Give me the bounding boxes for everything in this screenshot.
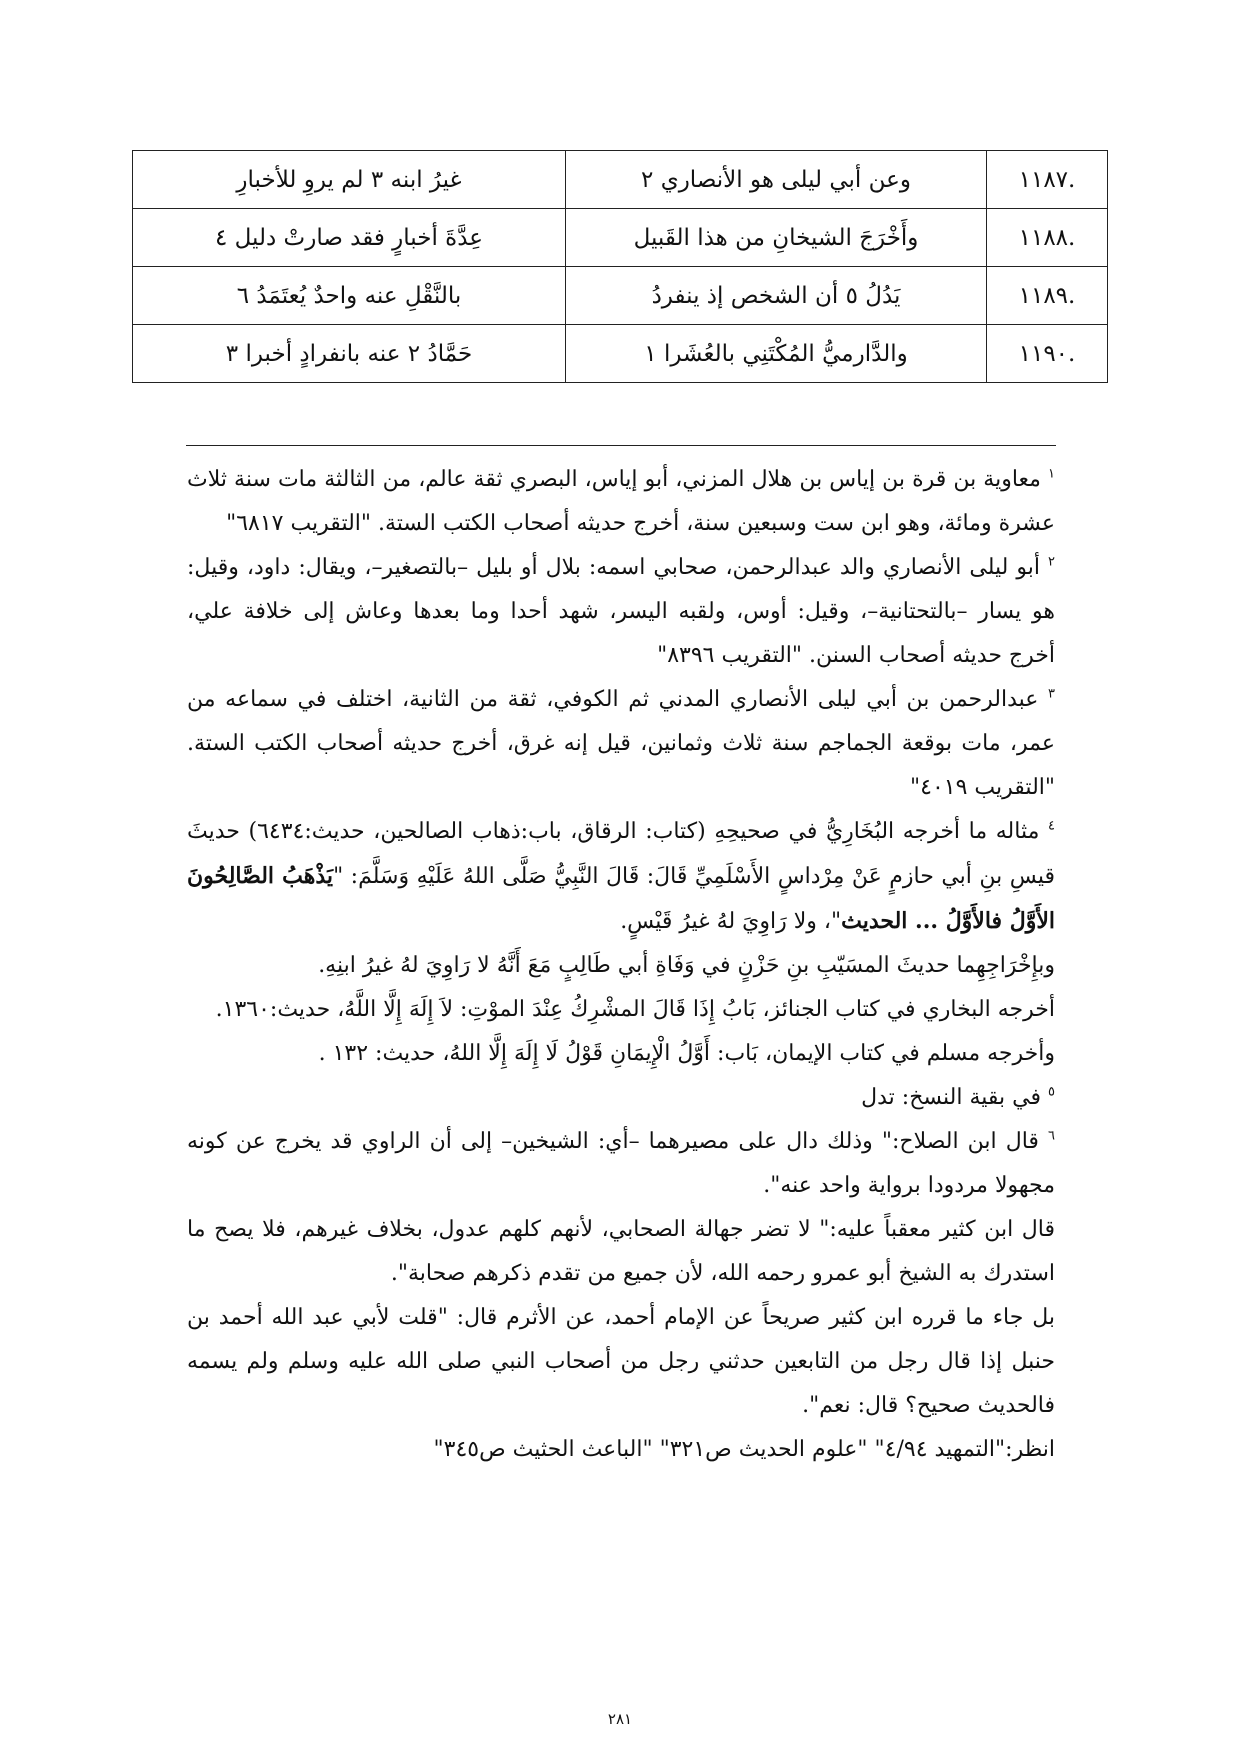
footnote-3 <box>187 678 1055 810</box>
footnote-4-continuation: وبإِخْرَاجِهِما حديثَ المسَيّبِ بنِ حَزْنٍ في وَفَاةِ أبي طَالِبٍ مَعَ أَنَّهُ لا رَاوِيَ لهُ غيرُ ابنِهِ. <box>318 953 1055 978</box>
verse-number: .١١٨٩ <box>987 267 1108 325</box>
footnote-1 <box>187 458 1055 546</box>
verse-number: .١١٩٠ <box>987 325 1108 383</box>
footnote-marker: ٤ <box>1048 818 1055 834</box>
footnote-text: قال ابن الصلاح:" وذلك دال على مصيرهما –أي: الشيخين– إلى أن الراوي قد يخرج عن كونه مجهولا مردودا برواية واحد عنه". <box>187 1129 1055 1198</box>
verse-second-hemistich: حَمَّادُ ٢ عنه بانفرادٍ أخبرا ٣ <box>133 325 566 383</box>
footnote-4 <box>187 810 1055 944</box>
footnote-5 <box>187 1076 1055 1120</box>
footnote-6 <box>187 1120 1055 1208</box>
verse-first-hemistich: وعن أبي ليلى هو الأنصاري ٢ <box>566 151 987 209</box>
verse-row <box>133 151 1108 209</box>
verse-row <box>133 209 1108 267</box>
verse-first-hemistich: وأَخْرَجَ الشيخانِ من هذا القَبيل <box>566 209 987 267</box>
footnote-6-continuation: بل جاء ما قرره ابن كثير صريحاً عن الإمام أحمد، عن الأثرم قال: "قلت لأبي عبد الله أحمد بن حنبل إذا قال رجل من التابعين حدثني رجل من أصحاب النبي صلى الله عليه وسلم ولم يسمه فالحديث صحيح؟ قال: نعم". <box>187 1305 1055 1418</box>
footnote-text: "، ولا رَاوِيَ لهُ غيرُ قَيْسٍ. <box>620 909 842 934</box>
footnote-6-references: انظر:"التمهيد ٤/٩٤" "علوم الحديث ص٣٢١" "الباعث الحثيث ص٣٤٥" <box>433 1437 1055 1462</box>
footnote-marker: ١ <box>1048 466 1055 482</box>
footnote-marker: ٦ <box>1048 1128 1055 1144</box>
footnote-text: أبو ليلى الأنصاري والد عبدالرحمن، صحابي اسمه: بلال أو بليل –بالتصغير–، ويقال: داود، وقيل: هو يسار –بالتحتانية–، وقيل: أوس، ولقبه اليسر، شهد أحدا وما بعدها وعاش إلى خلافة علي، أخرج حديثه أصحاب السنن. "التقريب ٨٣٩٦" <box>187 555 1055 668</box>
footnote-text: عبدالرحمن بن أبي ليلى الأنصاري المدني ثم الكوفي، ثقة من الثانية، اختلف في سماعه من عمر، مات بوقعة الجماجم سنة ثلاث وثمانين، قيل إنه غرق، أخرج حديثه أصحاب الكتب الستة. "التقريب ٤٠١٩" <box>187 687 1055 800</box>
verse-row <box>133 267 1108 325</box>
footnote-text: في بقية النسخ: تدل <box>861 1085 1042 1110</box>
footnote-marker: ٢ <box>1048 554 1055 570</box>
verse-second-hemistich: بالنَّقْلِ عنه واحدٌ يُعتَمَدُ ٦ <box>133 267 566 325</box>
verse-number: .١١٨٨ <box>987 209 1108 267</box>
page-number: ٢٨١ <box>607 1710 633 1728</box>
verse-second-hemistich: غيرُ ابنه ٣ لم يروِ للأخبارِ <box>133 151 566 209</box>
footnote-2 <box>187 546 1055 678</box>
footnote-6-continuation: قال ابن كثير معقباً عليه:" لا تضر جهالة الصحابي، لأنهم كلهم عدول، بخلاف غيرهم، فلا يصح ما استدرك به الشيخ أبو عمرو رحمه الله، لأن جميع من تقدم ذكرهم صحابة". <box>187 1217 1055 1286</box>
verse-row <box>133 325 1108 383</box>
footnote-4-continuation: وأخرجه مسلم في كتاب الإيمان، بَاب: أَوَّلُ الْإِيمَانِ قَوْلُ لَا إِلَهَ إِلَّا اللهُ، حديث: ١٣٢ . <box>318 1041 1055 1066</box>
footnote-separator <box>186 445 1056 446</box>
footnote-marker: ٥ <box>1048 1084 1055 1100</box>
footnote-text: معاوية بن قرة بن إياس بن هلال المزني، أبو إياس، البصري ثقة عالم، من الثالثة مات سنة ثلاث عشرة ومائة، وهو ابن ست وسبعين سنة، أخرج حديثه أصحاب الكتب الستة. "التقريب ٦٨١٧" <box>187 467 1055 536</box>
verses-table <box>132 150 1108 383</box>
verse-number: .١١٨٧ <box>987 151 1108 209</box>
verse-first-hemistich: والدَّارميُّ المُكْتَنِي بالعُشَرا ١ <box>566 325 987 383</box>
footnote-marker: ٣ <box>1048 686 1055 702</box>
verse-second-hemistich: عِدَّةَ أخبارٍ فقد صارتْ دليل ٤ <box>133 209 566 267</box>
footnotes <box>187 458 1055 1472</box>
hadith-quote: يَذْهَبُ الصَّالِحُونَ الأَوَّلُ فالأَوَّلُ ... الحديث <box>187 863 1055 934</box>
footnote-4-continuation: أخرجه البخاري في كتاب الجنائز، بَابُ إِذَا قَالَ المشْرِكُ عِنْدَ الموْتِ: لاَ إِلَهَ إِلَّا اللَّهُ، حديث:١٣٦٠. <box>215 997 1055 1022</box>
verse-first-hemistich: يَدُلُ ٥ أن الشخص إذ ينفردُ <box>566 267 987 325</box>
footnote-text: مثاله ما أخرجه البُخَارِيُّ في صحيحِهِ (كتاب: الرقاق، باب:ذهاب الصالحين، حديث:٦٤٣٤) حديثَ قيسِ بنِ أبي حازمٍ عَنْ مِرْداسٍ الأَسْلَمِيِّ قَالَ: قَالَ النَّبِيُّ صَلَّى اللهُ عَلَيْهِ وَسَلَّمَ: " <box>187 819 1055 889</box>
